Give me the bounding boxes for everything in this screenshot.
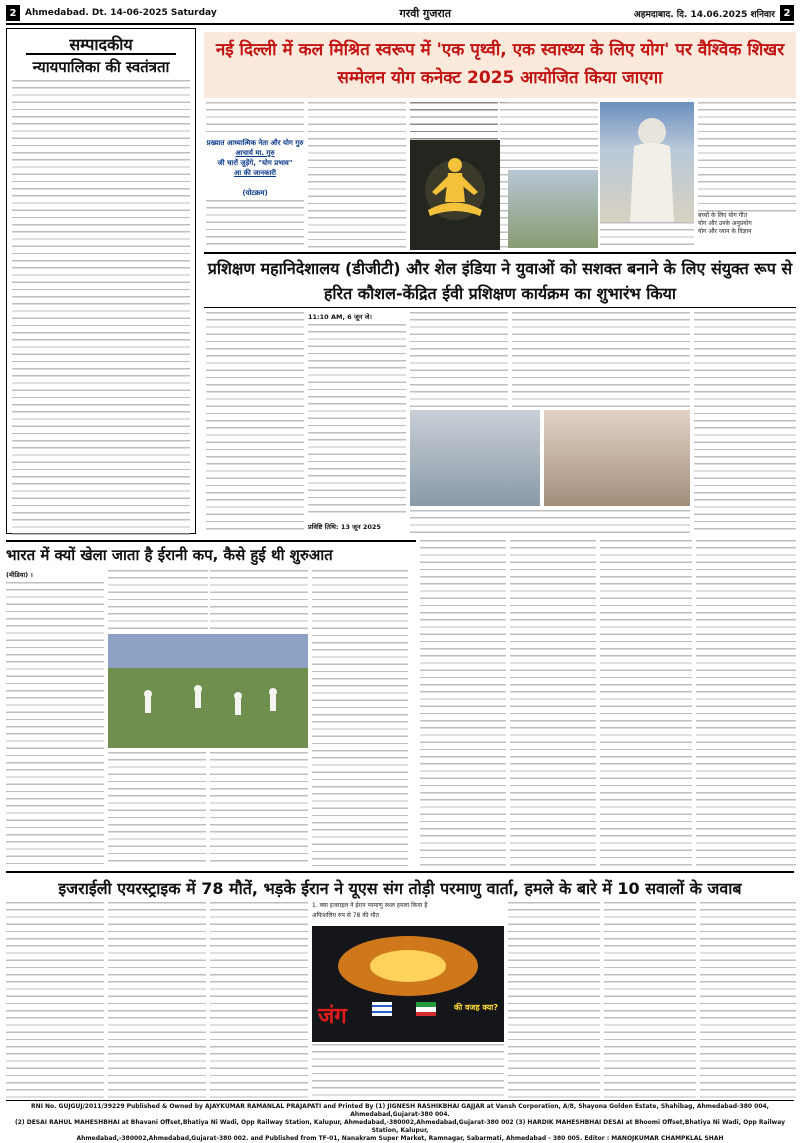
- dgt-col-5: [694, 312, 796, 534]
- yoga-quote-5-wrap: [206, 188, 304, 198]
- yoga-col-2: [308, 102, 406, 248]
- dgt-dateline: 11:10 AM, 6 जून जे।: [308, 313, 372, 321]
- imprint-line-3: Ahmedabad,-380002,Ahmedabad,Gujarat-380 002. and Published from TF-01, Nanakram Super Market, Ramnagar, Sabarmati, Ahmedabad - 380 005. Editor : MANOJKUMAR CHAMPKLAL SHAH: [76, 1135, 724, 1142]
- dgt-col-bottom: [410, 510, 690, 534]
- cricket-col-2-top: [108, 570, 208, 632]
- editorial-title: सम्पादकीय: [26, 33, 176, 55]
- dgt-cont-1: [420, 540, 506, 866]
- paper-name: गरवी गुजरात: [399, 6, 452, 20]
- israel-col-6: [604, 902, 696, 1098]
- dgt-headline: प्रशिक्षण महानिदेशालय (डीजीटी) और शेल इंडिया ने युवाओं को सशक्त बनाने के लिए संयुक्त रूप से हरित कौशल-केंद्रित ईवी प्रशिक्षण कार्यक्रम का शुभारंभ किया: [204, 252, 796, 308]
- yoga-bullets: [698, 212, 796, 250]
- israel-q1: 1. क्या इजराइल ने ईरान परमाणु स्थल हमला किया है: [312, 902, 428, 909]
- editorial-body: [12, 80, 190, 540]
- yoga-quote-5: (योटक्रम): [242, 189, 268, 197]
- imprint-line-1: RNI No. GUJGUJ/2011/39229 Published & Owned by AJAYKUMAR RAMANLAL PRAJAPATI and Printed By (1) JIGNESH RASHIKBHAI GAJJAR at Vansh Corporation, A/8, Shayona Golden Estate, Shahibag, Ahmedabad-380 004, Ahmedabad,Gujarat-380 004.: [31, 1103, 769, 1118]
- cricket-col-4: [312, 570, 408, 866]
- masthead: [6, 3, 794, 25]
- israel-col-1: [6, 902, 104, 1098]
- dgt-photo-meeting: [410, 410, 540, 506]
- israel-col-3: [210, 902, 308, 1098]
- war-title: जंग: [318, 1004, 347, 1029]
- dgt-caption-wrap: [308, 522, 406, 532]
- dgt-cont-4: [696, 540, 796, 866]
- yoga-col-5-bottom: [600, 222, 694, 248]
- yoga-bullet-1: बच्चों के लिए योग गीत: [698, 212, 747, 219]
- yoga-meditation-image: [410, 140, 500, 250]
- cricket-photo: [108, 634, 308, 748]
- dgt-cont-2: [510, 540, 596, 866]
- israel-col-4-bottom: [312, 1044, 504, 1098]
- dgt-caption: प्रविष्टि तिथि: 13 जून 2025: [308, 523, 381, 531]
- dgt-col-4: [512, 312, 690, 412]
- israel-q2: अफिशलिय रुप से 78 की मौत: [312, 912, 379, 920]
- yoga-quote-1: प्रख्यात आध्यात्मिक नेता और योग गुरु: [206, 139, 304, 147]
- yoga-col-1-body: [206, 200, 304, 248]
- cricket-col-1: [6, 582, 104, 866]
- dgt-cont-3: [600, 540, 692, 866]
- cricket-col-3-bottom: [210, 752, 308, 866]
- dgt-dateline-wrap: [308, 312, 406, 322]
- cricket-col-2-bottom: [108, 752, 206, 866]
- yoga-group-photo: [508, 170, 598, 248]
- israel-headline: इजराईली एयरस्ट्राइक में 78 मौतें, भड़के ईरान ने यूएस संग तोड़ी परमाणु वार्ता, हमले के बारे में 10 सवालों के जवाब: [6, 871, 794, 899]
- yoga-quote-2: आचार्य मा. गुरु: [235, 149, 275, 157]
- imprint-footer: [6, 1100, 794, 1142]
- editorial-box: [6, 28, 196, 534]
- yoga-col-1-top: [206, 102, 304, 137]
- dgt-col-1: [206, 312, 304, 534]
- page-number-left: 2: [6, 5, 20, 21]
- date-right: अहमदाबाद. दि. 14.06.2025 शनिवार: [633, 9, 775, 20]
- israel-col-7: [700, 902, 796, 1098]
- yoga-headline: नई दिल्ली में कल मिश्रित स्वरूप में 'एक पृथ्वी, एक स्वास्थ्य के लिए योग' पर वैश्विक शिखर सम्मेलन योग कनेक्ट 2025 आयोजित किया जाएगा: [204, 32, 796, 98]
- cricket-headline: भारत में क्यों खेला जाता है ईरानी कप, कैसे हुई थी शुरुआत: [6, 540, 416, 566]
- yoga-photo-pm: [600, 102, 694, 222]
- war-graphic: [312, 926, 504, 1042]
- yoga-bullet-2: योग और उनके अनुप्रयोग: [698, 220, 752, 228]
- israel-questions: [312, 902, 504, 926]
- yoga-text-top: [410, 102, 498, 140]
- dgt-col-2: [308, 324, 406, 518]
- cricket-dateline: (मीडिया) ।: [6, 571, 33, 579]
- editorial-headline: न्यायपालिका की स्वतंत्रता: [32, 58, 170, 76]
- page-number-right: 2: [780, 5, 794, 21]
- dgt-col-3: [410, 312, 508, 412]
- imprint-line-2: (2) DESAI RAHUL MAHESHBHAI at Bhavani Offset,Bhatiya Ni Wadi, Opp Railway Station, Kalupur, Ahmedabad,-380002,Ahmedabad,Gujarat-380 002 (3) HARDIK MAHESHBHAI DESAI at Bhoomi Offset,Bhatiya Ni Wadi, Opp Railway Station, Kalupur,: [14, 1119, 785, 1134]
- israel-col-5: [508, 902, 600, 1098]
- yoga-quote-3: जी चारों जुड़ेंगे, "योग प्रभाव": [217, 159, 293, 167]
- cricket-col-3-top: [210, 570, 308, 632]
- yoga-col-6: [698, 102, 796, 212]
- war-subtitle: की वजह क्या?: [453, 1003, 499, 1012]
- cricket-dateline-wrap: [6, 570, 104, 580]
- yoga-quote-4: आ की जानकारी: [234, 169, 276, 177]
- dgt-photo-launch: [544, 410, 690, 506]
- israel-col-2: [108, 902, 206, 1098]
- yoga-bullet-3: योग और ध्यान के विज्ञान: [698, 228, 752, 236]
- date-left: Ahmedabad. Dt. 14-06-2025 Saturday: [25, 8, 217, 18]
- yoga-quote: [206, 138, 304, 188]
